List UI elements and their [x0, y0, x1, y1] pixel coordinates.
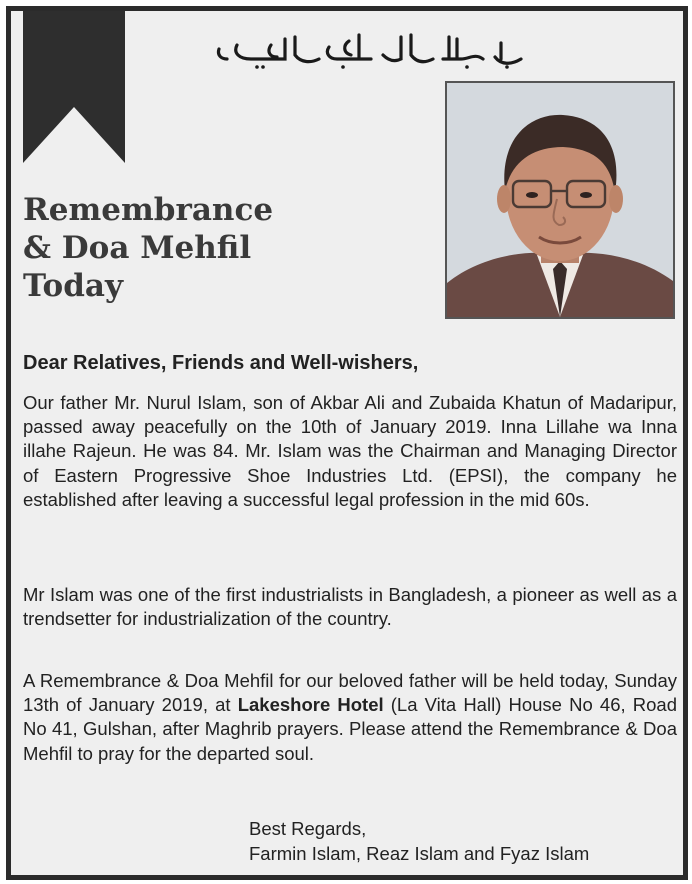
paragraph-obituary: Our father Mr. Nurul Islam, son of Akbar Ali and Zubaida Khatun of Madaripur, passed away peacefully on the 10th of January 2019. Inna Lillahe wa Inna illahe Rajeun. He was 84. Mr. Islam was the Chairman and Managing Director of Eastern Progressive Shoe Industries Ltd. (EPSI), the company he established after leaving a successful legal profession in the mid 60s. — [23, 392, 677, 510]
event-text-before: A Remembrance & Doa Mehfil for our beloved father will be held today, Sunday 13th of January 2019, at — [23, 670, 677, 716]
title-line-3: Today — [23, 268, 123, 304]
paragraph-event-details — [23, 669, 677, 766]
svg-text:بِسْمِ اللهِ الرَّحْمٰنِ الرَّ: بِسْمِ اللهِ الرَّحْمٰنِ الرَّحِيْمِ — [211, 29, 221, 30]
paragraph-legacy: Mr Islam was one of the first industrialists in Bangladesh, a pioneer as well as a trendsetter for industrialization of the country. — [23, 584, 677, 630]
notice-frame — [6, 6, 688, 880]
portrait-photo — [445, 81, 675, 319]
notice-title — [23, 191, 323, 305]
event-text-after: (La Vita Hall) House No 46, Road No 41, Gulshan, after Maghrib prayers. Please attend the Remembrance & Doa Mehfil to pray for the departed soul. — [23, 694, 677, 764]
event-venue: Lakeshore Hotel — [237, 694, 384, 716]
signoff — [249, 817, 589, 866]
bismillah-calligraphy — [211, 29, 531, 69]
signoff-closing: Best Regards, — [249, 818, 367, 839]
title-line-2: & Doa Mehfil — [23, 230, 252, 266]
salutation: Dear Relatives, Friends and Well-wishers, — [23, 352, 419, 374]
signoff-names: Farmin Islam, Reaz Islam and Fyaz Islam — [249, 842, 590, 864]
portrait-illustration — [447, 83, 673, 317]
mourning-ribbon — [23, 11, 125, 163]
calligraphy-strokes — [218, 35, 521, 63]
title-line-1: Remembrance — [23, 192, 274, 228]
